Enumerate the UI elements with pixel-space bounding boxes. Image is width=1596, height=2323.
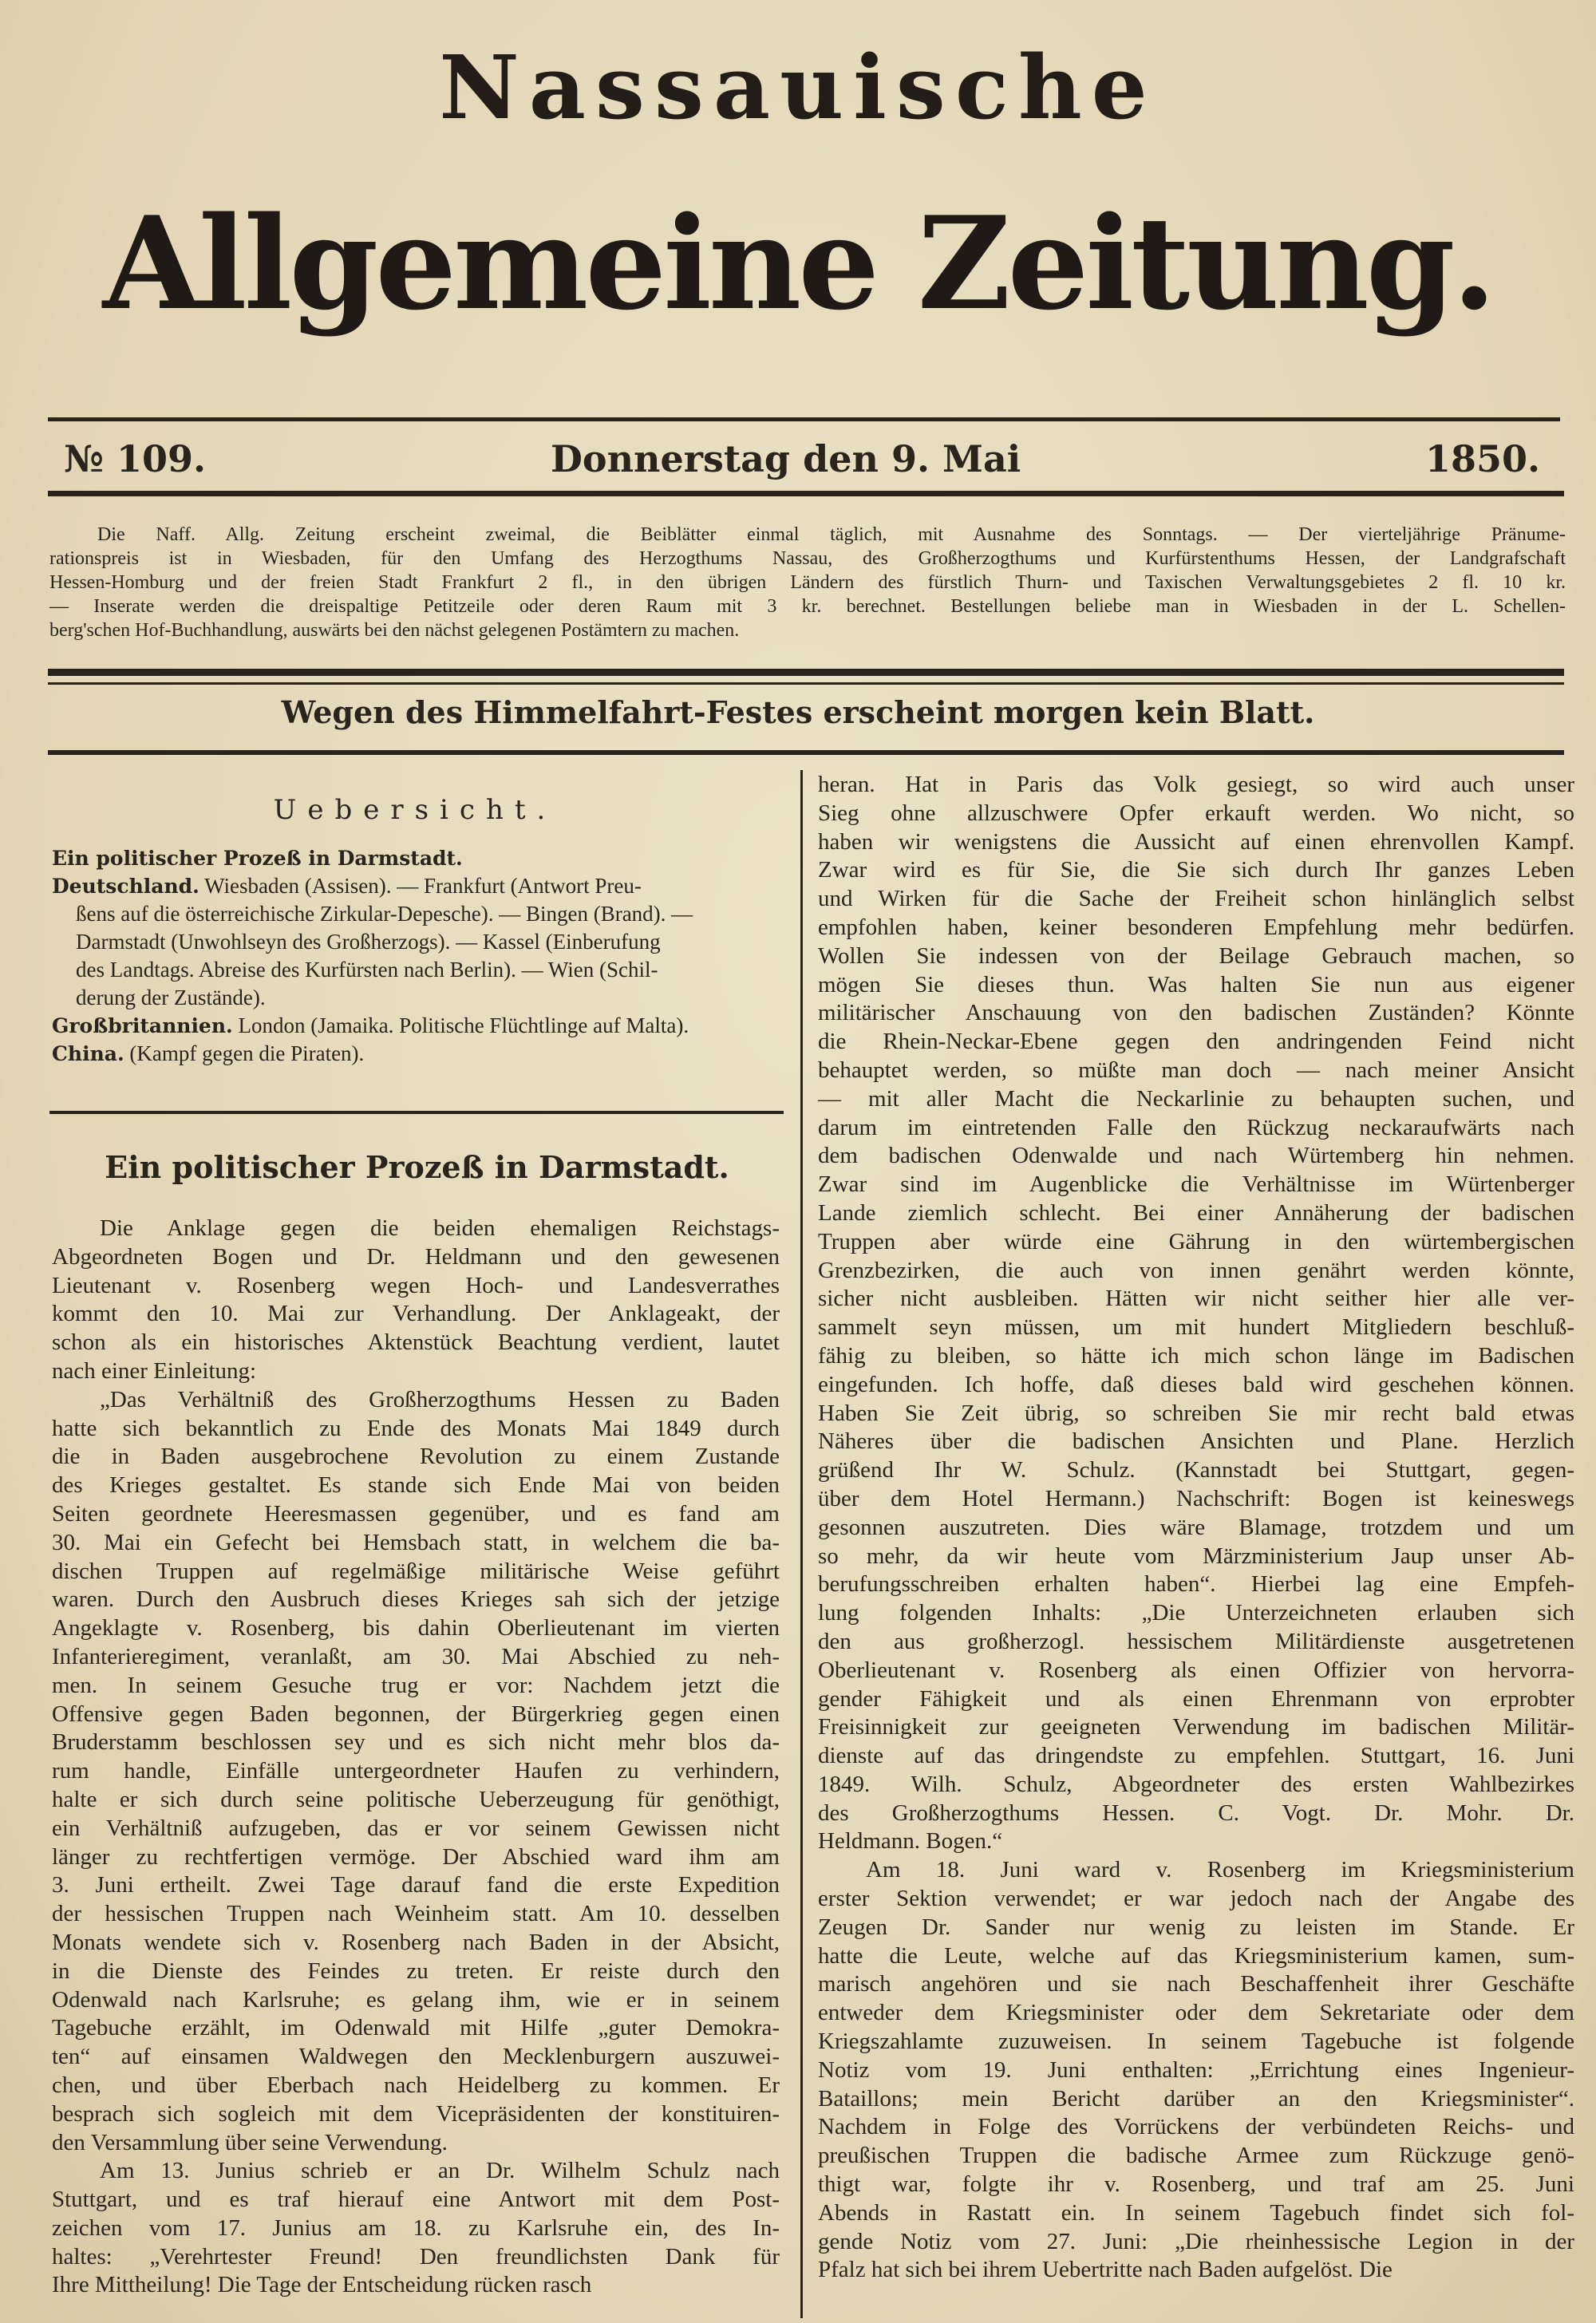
text-line: Angeklagte v. Rosenberg, bis dahin Oberlieutenant im vierten (52, 1615, 780, 1642)
text-line: darum im eintretenden Falle den Rückzug neckaraufwärts nach (818, 1114, 1574, 1140)
overview-rule (49, 1111, 784, 1114)
text-line: gesonnen auszutreten. Dies wäre Blamage, trotzdem und um (818, 1514, 1574, 1540)
overview-item (52, 872, 782, 900)
masthead-title: Allgemeine Zeitung. (102, 188, 1494, 338)
text-line: militärischer Anschauung von den badischen Zuständen? Könnte (818, 1000, 1574, 1026)
text-line: länger zu rechtfertigen vermöge. Der Abschied ward ihm am (52, 1843, 780, 1870)
text-line: kommt den 10. Mai zur Verhandlung. Der Anklageakt, der (52, 1301, 780, 1327)
overview-text: Darmstadt (Unwohlseyn des Großherzogs). — Kassel (Einberufung (76, 930, 661, 954)
text-line: waren. Durch den Ausbruch dieses Krieges sah sich der jetzige (52, 1586, 780, 1613)
text-line: Zwar sind im Augenblicke die Verhältnisse im Würtenberger (818, 1171, 1574, 1198)
text-line: Lande ziemlich schlecht. Bei einer Annäherung der badischen (818, 1199, 1574, 1226)
text-line: mögen Sie dieses thun. Was halten Sie nun aus eigener (818, 971, 1574, 998)
issue-number: № 109. (64, 437, 207, 480)
text-line: Bruderstamm beschlossen sey und es sich nicht mehr blos da- (52, 1729, 780, 1756)
text-line: schon als ein historisches Aktenstück Beachtung verdient, lautet (52, 1329, 780, 1356)
text-line: hatte die Leute, welche auf das Kriegsministerium kamen, sum- (818, 1942, 1574, 1969)
text-line: Abgeordneten Bogen und Dr. Heldmann und den gewesenen (52, 1243, 780, 1270)
text-line: Abends in Rastatt ein. In seinem Tagebuch findet sich fol- (818, 2199, 1574, 2226)
text-line: Notiz vom 19. Juni enthalten: „Errichtung eines Ingenieur- (818, 2056, 1574, 2083)
text-line: Stuttgart, und es traf hierauf eine Antwort mit dem Post- (52, 2187, 780, 2213)
text-line: Tagebuche erzählt, im Odenwald mit Hilfe „guter Demokra- (52, 2015, 780, 2041)
overview-item (52, 900, 782, 928)
text-line: nach einer Einleitung: (52, 1357, 257, 1384)
text-line: 30. Mai ein Gefecht bei Hemsbach statt, in welchem die ba- (52, 1529, 780, 1555)
text-line: der hessischen Truppen nach Weinheim statt. Am 10. desselben (52, 1901, 780, 1927)
text-line: dem badischen Odenwalde und nach Würtemberg hin nehmen. (818, 1143, 1574, 1169)
text-line: rationspreis ist in Wiesbaden, für den Umfang des Herzogthums Nassau, des Großherzogthums und Kurfürstenthums Hessen, der Landgrafschaft (49, 548, 1566, 569)
text-line: 3. Juni ertheilt. Zwei Tage darauf fand die erste Expedition (52, 1872, 780, 1898)
text-line: Wollen Sie indessen von der Beilage Gebrauch machen, so (818, 942, 1574, 969)
holiday-notice: Wegen des Himmelfahrt-Festes erscheint morgen kein Blatt. (281, 694, 1315, 730)
overview-title: Uebersicht. (273, 794, 557, 826)
text-line: über dem Hotel Hermann.) Nachschrift: Bogen ist keineswegs (818, 1485, 1574, 1511)
text-line: sammelt seyn müssen, um mit hundert Mitgliedern beschluß- (818, 1314, 1574, 1341)
text-line: Ihre Mittheilung! Die Tage der Entscheidung rücken rasch (52, 2272, 592, 2298)
text-line: Heldmann. Bogen.“ (818, 1828, 1003, 1855)
text-line: Truppen aber würde eine Gährung in den würtembergischen (818, 1228, 1574, 1254)
article-column-left (52, 1215, 780, 2300)
overview-item (52, 928, 782, 956)
issue-rule (48, 491, 1564, 496)
text-line: des Großherzogthums Hessen. C. Vogt. Dr. Mohr. Dr. (818, 1800, 1574, 1826)
text-line: rum handle, Einfälle untergeordneter Haufen zu verhindern, (52, 1758, 780, 1784)
overview-text: derung der Zustände). (76, 986, 266, 1009)
text-line: eingefunden. Ich hoffe, daß dieses bald wird geschehen können. (818, 1371, 1574, 1397)
text-line: preußischen Truppen die badische Armee zum Rückzuge genö- (818, 2143, 1574, 2169)
text-line: dischen Truppen auf regelmäßige militärische Weise geführt (52, 1558, 780, 1584)
issue-line (56, 437, 1556, 485)
overview-heading: Deutschland. (52, 875, 200, 898)
text-line: haltes: „Verehrtester Freund! Den freundlichsten Dank für (52, 2243, 780, 2270)
text-line: — Inserate werden die dreispaltige Petitzeile oder deren Raum mit 3 kr. berechnet. Bestellungen beliebe man in Wiesbaden in der L. Schellen- (49, 596, 1566, 617)
masthead-line-1: Nassauische (439, 36, 1157, 139)
text-line: men. In seinem Gesuche trug er vor: Nachdem jetzt die (52, 1672, 780, 1698)
overview-heading: China. (52, 1042, 124, 1065)
masthead-rule (48, 417, 1560, 421)
text-line: Odenwald nach Karlsruhe; es gelang ihm, wie er in seinem (52, 1986, 780, 2013)
text-line: Kriegszahlamte zuzuweisen. In seinem Tagebuche ist folgende (818, 2029, 1574, 2055)
double-rule-bottom (48, 682, 1564, 685)
issue-year: 1850. (1424, 437, 1540, 480)
text-line: ten“ auf einsamen Waldwegen den Mecklenburgern auszuwei- (52, 2044, 780, 2070)
overview-item (52, 984, 782, 1012)
text-line: die Rhein-Neckar-Ebene gegen den andringenden Feind nicht (818, 1029, 1574, 1055)
text-line: Hessen-Homburg und der freien Stadt Frankfurt 2 fl., in den übrigen Ländern des fürstlich Thurn- und Taxischen Verwaltungsgebietes 2 fl. 10 kr. (49, 572, 1566, 593)
text-line: Bataillons; mein Bericht darüber an den Kriegsminister“. (818, 2085, 1574, 2112)
text-line: Die Naff. Allg. Zeitung erscheint zweimal, die Beiblätter einmal täglich, mit Ausnahme des Sonntags. — Der vierteljährige Pränume- (97, 524, 1566, 545)
text-line: fähig zu bleiben, so hätte ich mich schon länge im Badischen (818, 1342, 1574, 1369)
text-line: „Das Verhältniß des Großherzogthums Hessen zu Baden (100, 1386, 780, 1412)
overview-item (52, 844, 782, 872)
text-line: chen, und über Eberbach nach Heidelberg zu kommen. Er (52, 2072, 780, 2098)
text-line: den Versammlung über seine Verwendung. (52, 2129, 448, 2155)
overview-text: Wiesbaden (Assisen). — Frankfurt (Antwort Preu- (199, 874, 642, 898)
text-line: 1849. Wilh. Schulz, Abgeordneter des ersten Wahlbezirkes (818, 1771, 1574, 1797)
issue-date: Donnerstag den 9. Mai (551, 437, 1021, 480)
overview-heading: Großbritannien. (52, 1014, 233, 1037)
overview-list (52, 844, 782, 1068)
text-line: erster Sektion verwendet; er war jedoch nach der Angabe des (818, 1886, 1574, 1912)
text-line: hatte sich bekanntlich zu Ende des Monats Mai 1849 durch (52, 1415, 780, 1441)
text-line: berg'schen Hof-Buchhandlung, auswärts bei den nächst gelegenen Postämtern zu machen. (49, 620, 740, 641)
article-column-right (818, 771, 1574, 2285)
overview-text: London (Jamaika. Politische Flüchtlinge auf Malta). (232, 1013, 689, 1037)
text-line: halte er sich durch seine politische Ueberzeugung für genöthigt, (52, 1786, 780, 1812)
text-line: empfohlen haben, keiner besonderen Empfehlung mehr bedürfen. (818, 914, 1574, 940)
text-line: Pfalz hat sich bei ihrem Uebertritte nach Baden aufgelöst. Die (818, 2257, 1393, 2283)
text-line: grüßend Ihr W. Schulz. (Kannstadt bei Stuttgart, gegen- (818, 1457, 1574, 1483)
text-line: Seiten geordnete Heeresmassen gegenüber, und es fand am (52, 1500, 780, 1527)
text-line: gender Fähigkeit und als einen Ehrenmann von erprobter (818, 1685, 1574, 1712)
overview-item (52, 956, 782, 984)
article-title: Ein politischer Prozeß in Darmstadt. (105, 1149, 729, 1185)
overview-text: ßens auf die österreichische Zirkular-Depesche). — Bingen (Brand). — (76, 902, 693, 926)
text-line: heran. Hat in Paris das Volk gesiegt, so wird auch unser (818, 772, 1574, 797)
text-line: Die Anklage gegen die beiden ehemaligen Reichstags- (100, 1215, 780, 1241)
text-line: Monats wendete sich v. Rosenberg nach Baden in der Absicht, (52, 1929, 780, 1955)
text-line: Sieg ohne allzuschwere Opfer erkauft werden. Wo nicht, so (818, 800, 1574, 826)
text-line: — mit aller Macht die Neckarlinie zu behaupten suchen, und (818, 1085, 1574, 1112)
text-line: in die Dienste des Feindes zu treten. Er reiste durch den (52, 1958, 780, 1984)
text-line: und Wirken für die Sache der Freiheit schon hinlänglich selbst (818, 886, 1574, 912)
text-line: Infanterieregiment, veranlaßt, am 30. Mai Abschied zu neh- (52, 1643, 780, 1669)
text-line: Offensive gegen Baden begonnen, der Bürgerkrieg gegen einen (52, 1701, 780, 1727)
text-line: Nachdem in Folge des Vorrückens der verbündeten Reichs- und (818, 2114, 1574, 2140)
text-line: Am 18. Juni ward v. Rosenberg im Kriegsministerium (866, 1857, 1574, 1883)
text-line: Oberlieutenant v. Rosenberg als einen Offizier von hervorra- (818, 1657, 1574, 1683)
text-line: marisch angehören und sie nach Beschaffenheit ihrer Geschäfte (818, 1971, 1574, 1997)
text-line: Grenzbezirken, die auch von innen genährt werden könnte, (818, 1257, 1574, 1283)
text-line: Zwar wird es für Sie, die Sie sich durch Ihr ganzes Leben (818, 857, 1574, 883)
text-line: Haben Sie Zeit übrig, so schreiben Sie mir recht bald etwas (818, 1400, 1574, 1426)
double-rule-top (48, 669, 1564, 676)
text-line: Am 13. Junius schrieb er an Dr. Wilhelm Schulz nach (100, 2158, 780, 2184)
text-line: berufungsschreiben erhalten haben“. Hierbei lag eine Empfeh- (818, 1571, 1574, 1598)
text-line: haben wir wenigstens die Aussicht auf einen ehrenvollen Kampf. (818, 828, 1574, 855)
text-line: Freisinnigkeit zur geeigneten Verwendung im badischen Militär- (818, 1714, 1574, 1740)
text-line: des Krieges gestaltet. Es stande sich Ende Mai von beiden (52, 1472, 780, 1499)
text-line: ein Verhältniß aufzugeben, das er vor seinem Gewissen nicht (52, 1815, 780, 1841)
overview-heading: Ein politischer Prozeß in Darmstadt. (52, 847, 463, 870)
overview-text: des Landtags. Abreise des Kurfürsten nach Berlin). — Wien (Schil- (76, 958, 658, 982)
subscription-info (49, 523, 1566, 642)
text-line: behauptet werden, so müßte man doch — nach meiner Ansicht (818, 1057, 1574, 1083)
text-line: Zeugen Dr. Sander nur wenig zu leisten im Stande. Er (818, 1914, 1574, 1940)
text-line: thigt war, folgte ihr v. Rosenberg, und traf am 25. Juni (818, 2171, 1574, 2198)
text-line: Näheres über die badischen Ansichten und Plane. Herzlich (818, 1428, 1574, 1455)
overview-text: (Kampf gegen die Piraten). (124, 1041, 365, 1065)
column-divider (800, 770, 803, 2318)
text-line: so mehr, da wir heute vom Märzministerium Jaup unser Ab- (818, 1543, 1574, 1569)
overview-item (52, 1012, 782, 1040)
text-line: gende Notiz vom 27. Juni: „Die rheinhessische Legion in der (818, 2228, 1574, 2254)
notice-rule (48, 750, 1564, 755)
overview-item (52, 1040, 782, 1068)
text-line: die in Baden ausgebrochene Revolution zu einem Zustande (52, 1444, 780, 1470)
text-line: sicher nicht ausbleiben. Hätten wir nicht seither hier alle ver- (818, 1286, 1574, 1312)
text-line: zeichen vom 17. Junius am 18. zu Karlsruhe ein, des In- (52, 2214, 780, 2241)
text-line: lung folgenden Inhalts: „Die Unterzeichneten erlauben sich (818, 1600, 1574, 1626)
text-line: dienste auf das dringendste zu empfehlen. Stuttgart, 16. Juni (818, 1743, 1574, 1769)
text-line: Lieutenant v. Rosenberg wegen Hoch- und Landesverrathes (52, 1272, 780, 1298)
text-line: den aus großherzogl. hessischem Militärdienste ausgetretenen (818, 1628, 1574, 1654)
text-line: entweder dem Kriegsminister oder dem Sekretariate oder dem (818, 2000, 1574, 2026)
text-line: besprach sich sogleich mit dem Vicepräsidenten der konstituiren- (52, 2100, 780, 2127)
